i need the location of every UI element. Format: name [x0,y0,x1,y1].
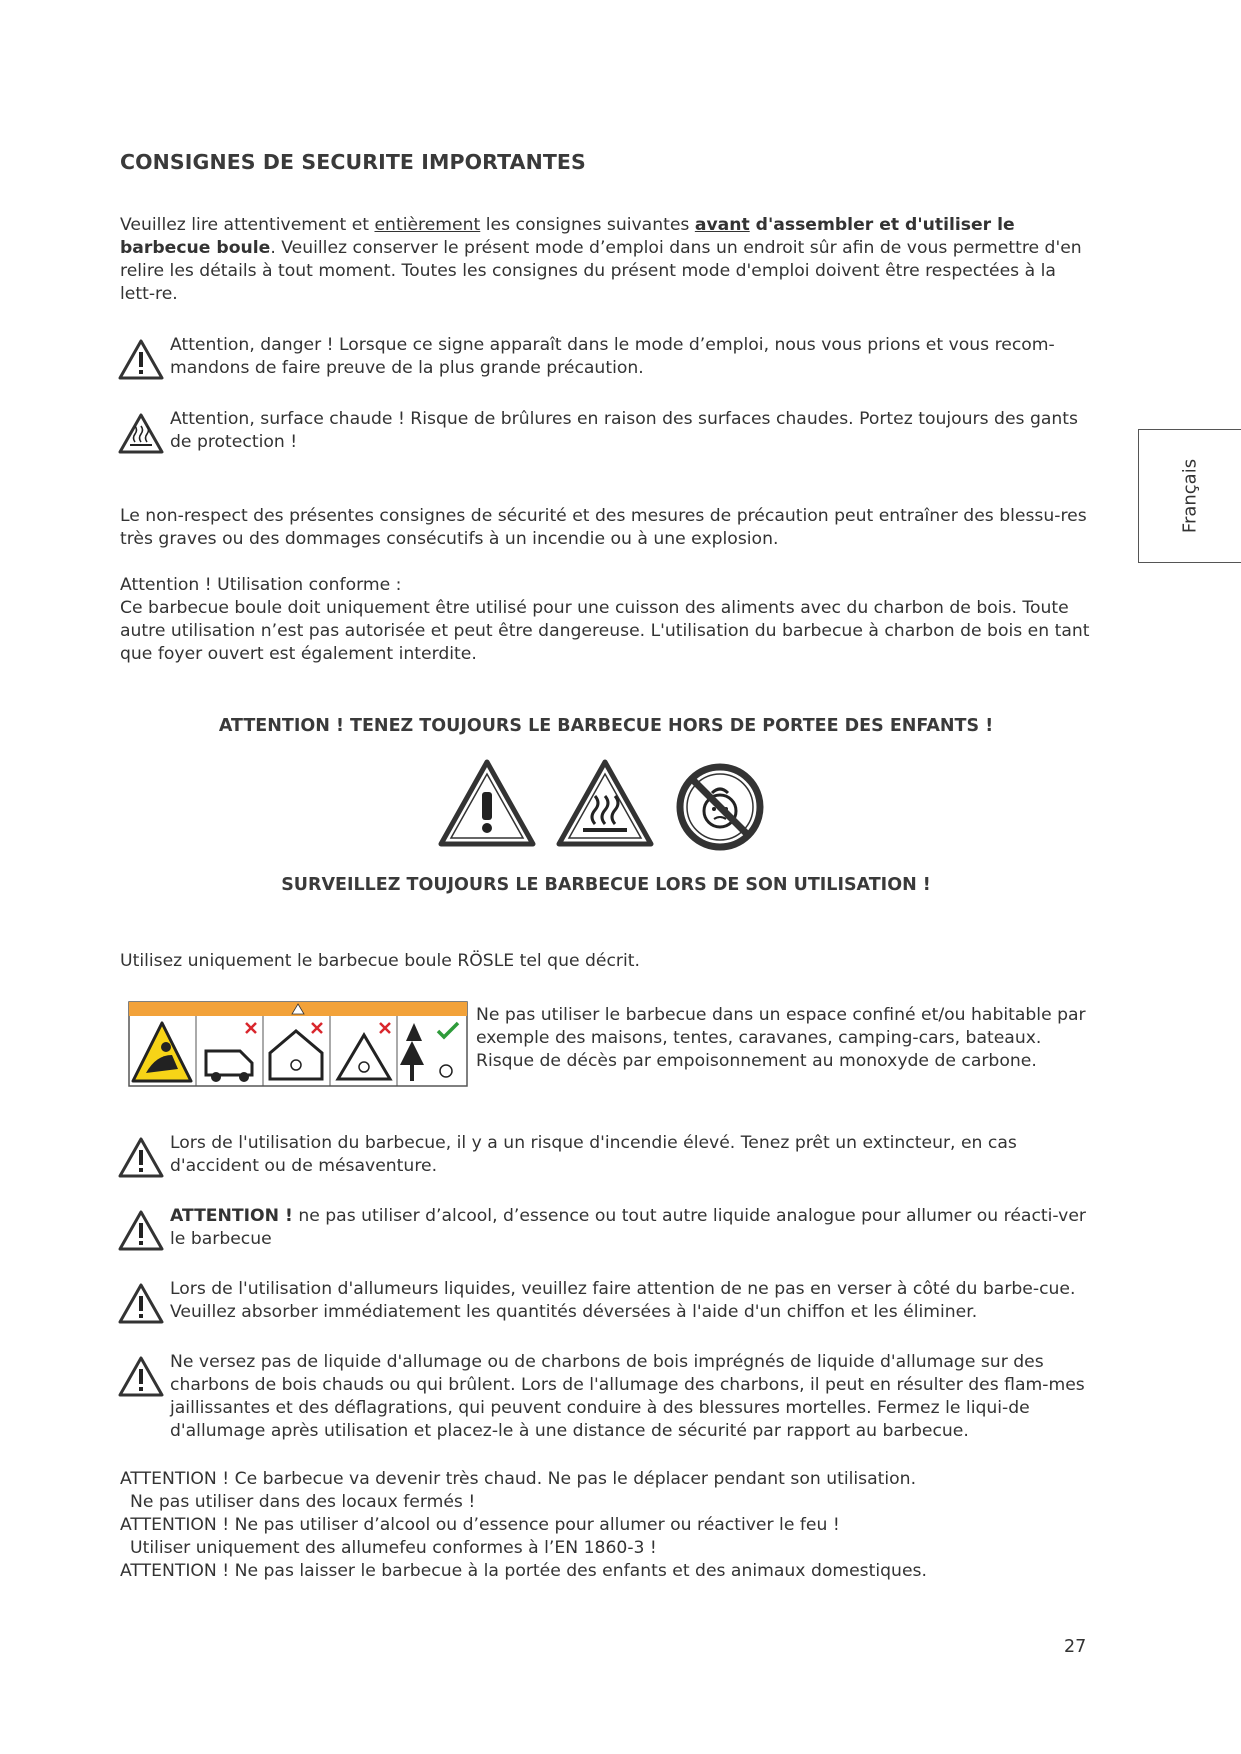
final-line: Utiliser uniquement des allumefeu conformes à l’EN 1860-3 ! [130,1538,657,1558]
warning-alcohol-body: ne pas utiliser d’alcool, d’essence ou tout autre liquide analogue pour allumer ou réacti-ver le barbecue [170,1206,1086,1249]
page-number: 27 [1064,1637,1087,1657]
final-line: ATTENTION ! Ce barbecue va devenir très chaud. Ne pas le déplacer pendant son utilisation. [120,1469,917,1489]
warning-danger-text: Attention, danger ! Lorsque ce signe apparaît dans le mode d’emploi, nous vous prions et vous recom-mandons de faire preuve de la plus grande précaution. [170,335,1055,378]
final-line: ATTENTION ! Ne pas laisser le barbecue à la portée des enfants et des animaux domestiques. [120,1561,927,1581]
warning-icon [118,1355,164,1397]
warning-icon [118,1282,164,1324]
intro-text-bold: d'assembler et d'utiliser le barbecue boule [120,215,1015,258]
large-warning-icon [437,758,537,848]
intro-text-1: Veuillez lire attentivement et [120,215,375,235]
intro-text-3: les consignes suivantes [480,215,695,235]
final-line: ATTENTION ! Ne pas utiliser d’alcool ou d’essence pour allumer ou réactiver le feu ! [120,1515,840,1535]
confined-space-text: Ne pas utiliser le barbecue dans un espace confiné et/ou habitable par exemple des maisons, tentes, caravanes, camping-cars, bateaux. Risque de décès par empoisonnement au monoxyde de carbone. [476,1005,1086,1071]
intro-text-6: . Veuillez conserver le présent mode d’emploi dans un endroit sûr afin de vous permettre d'en relire les détails à tout moment. Toutes les consignes du présent mode d'emploi doivent être respectées à la lett-re. [120,238,1082,304]
warning-icon [118,1209,164,1251]
usage-paragraph: Ce barbecue boule doit uniquement être utilisé pour une cuisson des aliments avec du charbon de bois. Toute autre utilisation n’est pas autorisée et peut être dangereuse. L'utilisation du barbecue à charbon de bois en tant que foyer ouvert est également interdite. [120,598,1090,664]
language-tab[interactable] [1138,429,1241,563]
intro-paragraph [120,214,1090,306]
usage-heading: Attention ! Utilisation conforme : [120,575,402,595]
confined-space-pictograms [128,1001,468,1087]
hot-surface-icon [118,412,164,454]
page-title: CONSIGNES DE SECURITE IMPORTANTES [120,150,586,174]
final-line: Ne pas utiliser dans des locaux fermés ! [130,1492,476,1512]
warning-icon [118,338,164,380]
large-hot-surface-icon [555,758,655,848]
non-respect-paragraph: Le non-respect des présentes consignes de sécurité et des mesures de précaution peut entraîner des blessu-res très graves ou des dommages consécutifs à un incendie ou à une explosion. [120,506,1087,549]
final-warnings [120,1468,1090,1583]
supervise-warning: SURVEILLEZ TOUJOURS LE BARBECUE LORS DE SON UTILISATION ! [281,875,931,895]
children-warning: ATTENTION ! TENEZ TOUJOURS LE BARBECUE HORS DE PORTEE DES ENFANTS ! [218,716,994,736]
warning-alcohol-text [170,1205,1100,1251]
warning-ignition-text: Ne versez pas de liquide d'allumage ou de charbons de bois imprégnés de liquide d'allumage sur des charbons de bois chauds ou qui brûlent. Lors de l'allumage des charbons, il peut en résulter des flam-mes jaillissantes et des déflagrations, qui peuvent conduire à des blessures mortelles. Fermez le liqui-de d'allumage après utilisation et placez-le à une distance de sécurité par rapport au barbecue. [170,1352,1085,1441]
intro-text-avant: avant [694,215,750,235]
warning-liquid-text: Lors de l'utilisation d'allumeurs liquides, veuillez faire attention de ne pas en verser à côté du barbe-cue. Veuillez absorber immédiatement les quantités déversées à l'aide d'un chiffon et les éliminer. [170,1279,1076,1322]
intro-text-entierement: entièrement [374,215,481,235]
warning-alcohol-bold: ATTENTION ! [170,1206,293,1226]
language-tab-label: Français [1179,458,1201,534]
use-only-paragraph: Utilisez uniquement le barbecue boule RÖSLE tel que décrit. [120,951,640,971]
warning-hot-text: Attention, surface chaude ! Risque de brûlures en raison des surfaces chaudes. Portez toujours des gants de protection ! [170,409,1078,452]
warning-icon [118,1136,164,1178]
no-children-icon [676,763,764,851]
warning-fire-text: Lors de l'utilisation du barbecue, il y a un risque d'incendie élevé. Tenez prêt un extincteur, en cas d'accident ou de mésaventure. [170,1133,1017,1176]
